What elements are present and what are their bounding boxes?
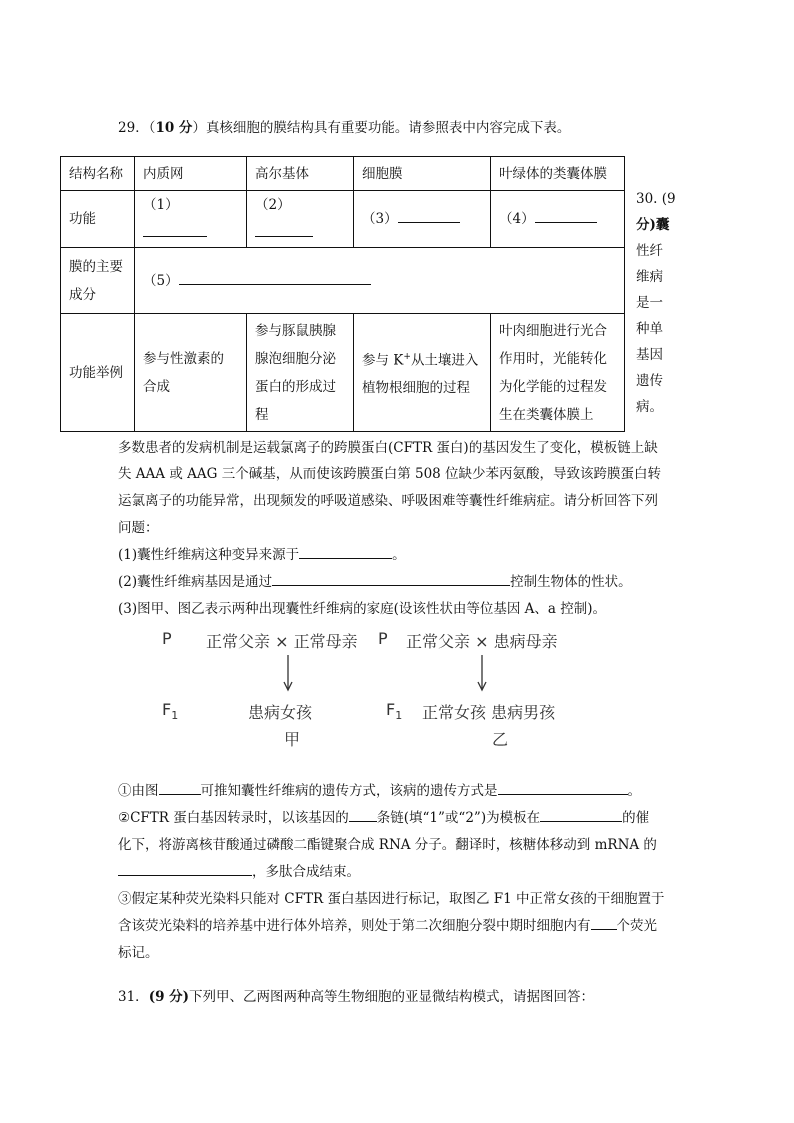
- q29-number: 29: [118, 120, 136, 136]
- answer-label: （3）: [362, 211, 398, 227]
- cell-line: 叶肉细胞进行光合: [499, 322, 607, 339]
- table-cell: 结构名称: [61, 157, 135, 191]
- cell-line: 生在类囊体膜上: [499, 406, 594, 423]
- answer-blank-5[interactable]: [179, 270, 371, 285]
- cell-line: 蛋白的形成过: [255, 378, 336, 395]
- table-row: [61, 314, 625, 432]
- table-cell: 功能举例: [61, 314, 135, 432]
- q30-sub3: (3)图甲、图乙表示两种出现囊性纤维病的家庭(设该性状由等位基因 A、a 控制)。: [118, 601, 607, 617]
- q30-para-line: 问题：: [118, 520, 159, 536]
- diagram-tag-yi: 乙: [492, 730, 509, 749]
- sub-text: (1)囊性纤维病这种变异来源于: [118, 547, 300, 563]
- item-text: 。: [627, 783, 641, 799]
- table-cell: 功能: [61, 191, 135, 248]
- q29-text: 真核细胞的膜结构具有重要功能。请参照表中内容完成下表。: [205, 120, 571, 136]
- diagram-p-left: P: [162, 629, 172, 648]
- side-line: 基因: [636, 347, 663, 363]
- side-line: 维病: [636, 269, 663, 285]
- answer-blank-1[interactable]: [143, 222, 207, 237]
- item-text: 条链(填“1”或“2”)为模板在: [376, 810, 541, 826]
- cell-line: [362, 343, 482, 375]
- table-cell: [61, 248, 135, 314]
- cell-line: 为化学能的过程发: [499, 378, 607, 395]
- f1-letter: F: [162, 700, 172, 719]
- diagram-f1-right: [386, 700, 402, 722]
- side-line: 性纤: [636, 243, 663, 259]
- answer-blank-i1a[interactable]: [159, 780, 201, 795]
- side-line: 30. (9: [636, 191, 676, 207]
- table-cell: [247, 314, 354, 432]
- q29-score: 10 分: [155, 120, 193, 136]
- answer-blank-3[interactable]: [398, 208, 460, 223]
- item-text: ，多肽合成结束。: [252, 864, 360, 880]
- q31-text: 下列甲、乙两图两种高等生物细胞的亚显微结构模式，请据图回答：: [189, 989, 595, 1005]
- sub-text: 控制生物体的性状。: [510, 574, 632, 590]
- membrane-table: [60, 156, 625, 432]
- table-row: [61, 248, 625, 314]
- table-cell: [354, 314, 491, 432]
- item-text: 的催: [622, 810, 650, 826]
- table-cell: 细胞膜: [354, 157, 491, 191]
- arrow-down-icon: [476, 655, 488, 693]
- q30-para-line: 失 AAA 或 AAG 三个碱基，从而使该跨膜蛋白第 508 位缺少苯丙氨酸，导致该跨膜蛋白转: [118, 466, 662, 482]
- cell-line: 参与性激素的: [143, 350, 224, 367]
- diagram-f1-left: [162, 700, 178, 722]
- cell-text: 参与 K: [362, 352, 404, 369]
- table-cell: [135, 191, 247, 248]
- q30-para-line: 多数患者的发病机制是运载氯离子的跨膜蛋白(CFTR 蛋白)的基因发生了变化，模板链上缺: [118, 440, 658, 456]
- answer-label: （1）: [143, 197, 179, 213]
- answer-blank-i2a[interactable]: [349, 807, 377, 822]
- item-text: ②CFTR 蛋白基因转录时，以该基因的: [118, 810, 349, 826]
- answer-blank-i2b[interactable]: [540, 807, 622, 822]
- q30-sub2: [118, 570, 632, 590]
- q31-number: 31．: [118, 989, 149, 1005]
- q30-sub1: [118, 543, 406, 563]
- side-line: 遗传: [636, 373, 663, 389]
- diagram-tag-jia: 甲: [284, 730, 301, 749]
- arrow-down-icon: [282, 655, 294, 693]
- q30-para-line: 运氯离子的功能异常，出现频发的呼吸道感染、呼吸困难等囊性纤维病症。请分析回答下列: [118, 493, 658, 509]
- row-label-line: 成分: [69, 286, 96, 303]
- cell-line: 参与豚鼠胰腺: [255, 322, 336, 339]
- f1-subscript: 1: [171, 709, 179, 723]
- answer-label: （5）: [143, 272, 179, 289]
- q31-header: [118, 985, 594, 1005]
- diagram-parents-yi: 正常父亲 × 患病母亲: [406, 632, 558, 651]
- sub-text: 。: [392, 547, 406, 563]
- q31-score: (9 分): [148, 989, 190, 1005]
- diagram-children-yi: 正常女孩 患病男孩: [422, 703, 556, 722]
- side-line: 分)囊: [636, 217, 670, 233]
- row-label-line: 膜的主要: [69, 258, 123, 275]
- table-cell: [247, 191, 354, 248]
- side-line: 是一: [636, 295, 663, 311]
- q30-item2: [118, 806, 649, 826]
- item-text: 可推知囊性纤维病的遗传方式，该病的遗传方式是: [200, 783, 498, 799]
- cell-line: 程: [255, 406, 269, 423]
- cell-line: 作用时，光能转化: [499, 350, 607, 367]
- f1-letter: F: [386, 700, 396, 719]
- q30-item3: ③假定某种荧光染料只能对 CFTR 蛋白基因进行标记，取图乙 F1 中正常女孩的干细胞置于: [118, 891, 665, 907]
- cell-line: 腺泡细胞分泌: [255, 350, 336, 367]
- table-cell: [354, 191, 491, 248]
- q30-side-text: [636, 186, 676, 420]
- cell-line: 植物根细胞的过程: [362, 380, 470, 397]
- answer-label: （2）: [255, 197, 291, 213]
- side-line: 病。: [636, 399, 663, 415]
- answer-blank-i3[interactable]: [591, 915, 617, 930]
- q30-item2-end: [118, 860, 360, 880]
- answer-blank-4[interactable]: [535, 208, 597, 223]
- superscript: +: [403, 351, 411, 362]
- diagram-child-jia: 患病女孩: [248, 703, 313, 722]
- answer-blank-i1b[interactable]: [498, 780, 628, 795]
- table-cell: 内质网: [135, 157, 247, 191]
- cell-text: 从土壤进入: [410, 352, 479, 369]
- q30-item2-cont: 化下，将游离核苷酸通过磷酸二酯键聚合成 RNA 分子。翻译时，核糖体移动到 mRNA 的: [118, 837, 657, 853]
- sub-text: (2)囊性纤维病基因是通过: [118, 574, 273, 590]
- answer-blank-2[interactable]: [255, 222, 313, 237]
- f1-subscript: 1: [395, 709, 403, 723]
- q30-item1: [118, 779, 641, 799]
- answer-blank-s1[interactable]: [299, 544, 392, 559]
- table-cell: 高尔基体: [247, 157, 354, 191]
- diagram-p-right: P: [378, 629, 388, 648]
- q29-header: 29．（10 分）真核细胞的膜结构具有重要功能。请参照表中内容完成下表。: [118, 120, 571, 136]
- item-text: 含该荧光染料的培养基中进行体外培养，则处于第二次细胞分裂中期时细胞内有: [118, 918, 591, 934]
- table-cell: [135, 314, 247, 432]
- item-text: ①由图: [118, 783, 159, 799]
- side-line: 种单: [636, 321, 663, 337]
- cell-line: 合成: [143, 378, 170, 395]
- item-text: 个荧光: [616, 918, 657, 934]
- answer-blank-i2c[interactable]: [118, 861, 252, 876]
- table-cell: 叶绿体的类囊体膜: [491, 157, 625, 191]
- table-row: [61, 191, 625, 248]
- diagram-parents-jia: 正常父亲 × 正常母亲: [206, 632, 358, 651]
- answer-blank-s2[interactable]: [272, 571, 510, 586]
- table-cell: [491, 191, 625, 248]
- q30-item3-end: 标记。: [118, 945, 159, 961]
- q30-item3-cont: [118, 914, 657, 934]
- answer-label: （4）: [499, 211, 535, 227]
- table-cell: [491, 314, 625, 432]
- table-cell: [135, 248, 625, 314]
- table-row: [61, 157, 625, 191]
